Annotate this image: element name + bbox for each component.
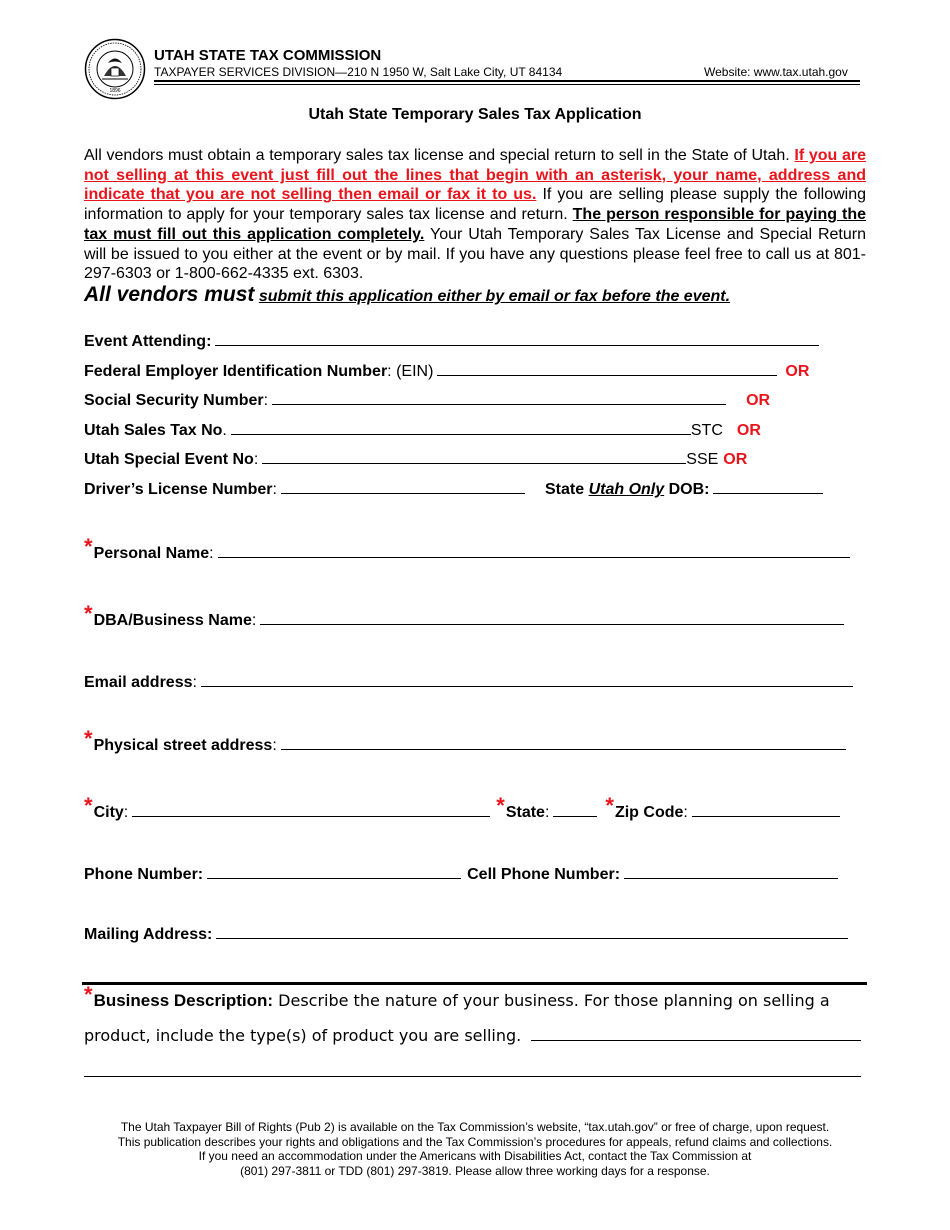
- svg-text:1896: 1896: [109, 88, 121, 94]
- personal-name-field[interactable]: [218, 543, 850, 558]
- ein-field[interactable]: [437, 361, 777, 376]
- sales-tax-field[interactable]: [231, 420, 691, 435]
- footer-notice: The Utah Taxpayer Bill of Rights (Pub 2) is available on the Tax Commission’s website, “tax.utah.gov” or free of charge, upon request. This publication describes your rights and obligations and the Tax Commission’s procedures for appeals, refund claims and collections. If you need an accommodation under the Americans with Disabilities Act, contact the Tax Commission at (801) 297-3811 or TDD (801) 297-3819. Please allow three working days for a response.: [117, 1120, 833, 1178]
- page-title: Utah State Temporary Sales Tax Application: [308, 106, 642, 123]
- or-label: OR: [746, 392, 771, 409]
- state-label: State: [505, 804, 545, 821]
- dba-name-label: DBA/Business Name: [93, 612, 252, 629]
- zip-field[interactable]: [692, 802, 840, 817]
- cell-field[interactable]: [624, 864, 838, 879]
- mailing-address-label: Mailing Address:: [84, 926, 213, 943]
- section-divider: [82, 982, 867, 985]
- state-field[interactable]: [553, 802, 597, 817]
- header-rule-thin: [154, 84, 860, 85]
- mailing-address-row: [84, 924, 848, 944]
- phone-row: [84, 864, 838, 884]
- city-state-zip-row: * City : * State : * Zip Code :: [84, 797, 840, 823]
- ssn-field[interactable]: [272, 390, 726, 405]
- street-address-row: * Physical street address :: [84, 730, 846, 756]
- ein-row: Federal Employer Identification Number : (EIN) OR: [84, 363, 810, 380]
- intro-bold-instruction: The person responsible for paying the tax must fill out this application completely.: [84, 206, 866, 243]
- dba-name-row: * DBA/Business Name :: [84, 605, 844, 631]
- event-attending-field[interactable]: [215, 331, 819, 346]
- or-label: OR: [785, 363, 810, 380]
- vendors-notice: All vendors must submit this application either by email or fax before the event.: [84, 283, 731, 306]
- mailing-address-field[interactable]: [216, 924, 848, 939]
- special-event-row: Utah Special Event No : SSE OR: [84, 451, 748, 468]
- business-description-field[interactable]: [531, 1026, 861, 1041]
- intro-paragraph: All vendors must obtain a temporary sales tax license and special return to sell in the State of Utah. If you are not selling at this event just fill out the lines that begin with an asterisk, your name, address and indicate that you are not selling then email or fax it to us. If you are selling please supply the following information to apply for your temporary sales tax license and return. The person responsible for paying the tax must fill out this application completely. Your Utah Temporary Sales Tax License and Special Return will be issued to you either at the event or by mail. If you have any questions please feel free to call us at 801-297-6303 or 1-800-662-4335 ext. 6303.: [84, 147, 867, 283]
- cell-label: Cell Phone Number:: [467, 866, 621, 883]
- city-label: City: [93, 804, 124, 821]
- dob-field[interactable]: [713, 479, 823, 494]
- sales-tax-row: Utah Sales Tax No . STC OR: [84, 422, 761, 439]
- ssn-label: Social Security Number: [84, 392, 264, 409]
- zip-label: Zip Code: [614, 804, 684, 821]
- division-address: TAXPAYER SERVICES DIVISION—210 N 1950 W, Salt Lake City, UT 84134: [154, 65, 563, 79]
- ein-label: Federal Employer Identification Number: [84, 363, 388, 380]
- email-field[interactable]: [201, 672, 853, 687]
- street-address-field[interactable]: [281, 735, 846, 750]
- email-row: Email address :: [84, 672, 853, 692]
- phone-label: Phone Number:: [84, 866, 204, 883]
- business-description-field-2[interactable]: [84, 1076, 861, 1077]
- event-attending-row: [84, 331, 819, 351]
- phone-field[interactable]: [207, 864, 461, 879]
- business-description-label: Business Description:: [93, 991, 274, 1010]
- business-description: *Business Description: Describe the nature of your business. For those planning on selling a: [84, 982, 830, 1010]
- business-description-line2: product, include the type(s) of product you are selling.: [84, 1026, 861, 1045]
- header-rule: [154, 80, 860, 82]
- drivers-license-row: Driver’s License Number : State Utah Only DOB:: [84, 479, 823, 499]
- city-field[interactable]: [132, 802, 490, 817]
- website-text: Website: www.tax.utah.gov: [704, 65, 848, 79]
- intro-red-instruction: If you are not selling at this event just fill out the lines that begin with an asterisk, your name, address and indicate that you are not selling then email or fax it to us.: [84, 147, 867, 204]
- sales-tax-label: Utah Sales Tax No: [84, 422, 223, 439]
- or-label: OR: [736, 422, 761, 439]
- street-address-label: Physical street address: [93, 737, 273, 754]
- personal-name-row: * Personal Name :: [84, 538, 850, 564]
- ssn-row: Social Security Number : OR: [84, 392, 771, 409]
- utah-state-seal: [84, 38, 146, 100]
- drivers-license-field[interactable]: [281, 479, 525, 494]
- email-label: Email address: [84, 674, 193, 691]
- special-event-field[interactable]: [262, 449, 686, 464]
- special-event-label: Utah Special Event No: [84, 451, 254, 468]
- drivers-license-label: Driver’s License Number: [84, 481, 273, 498]
- event-attending-label: Event Attending:: [84, 333, 212, 350]
- personal-name-label: Personal Name: [93, 545, 210, 562]
- dba-name-field[interactable]: [260, 610, 844, 625]
- or-label: OR: [723, 451, 748, 468]
- organization-name: UTAH STATE TAX COMMISSION: [154, 47, 382, 64]
